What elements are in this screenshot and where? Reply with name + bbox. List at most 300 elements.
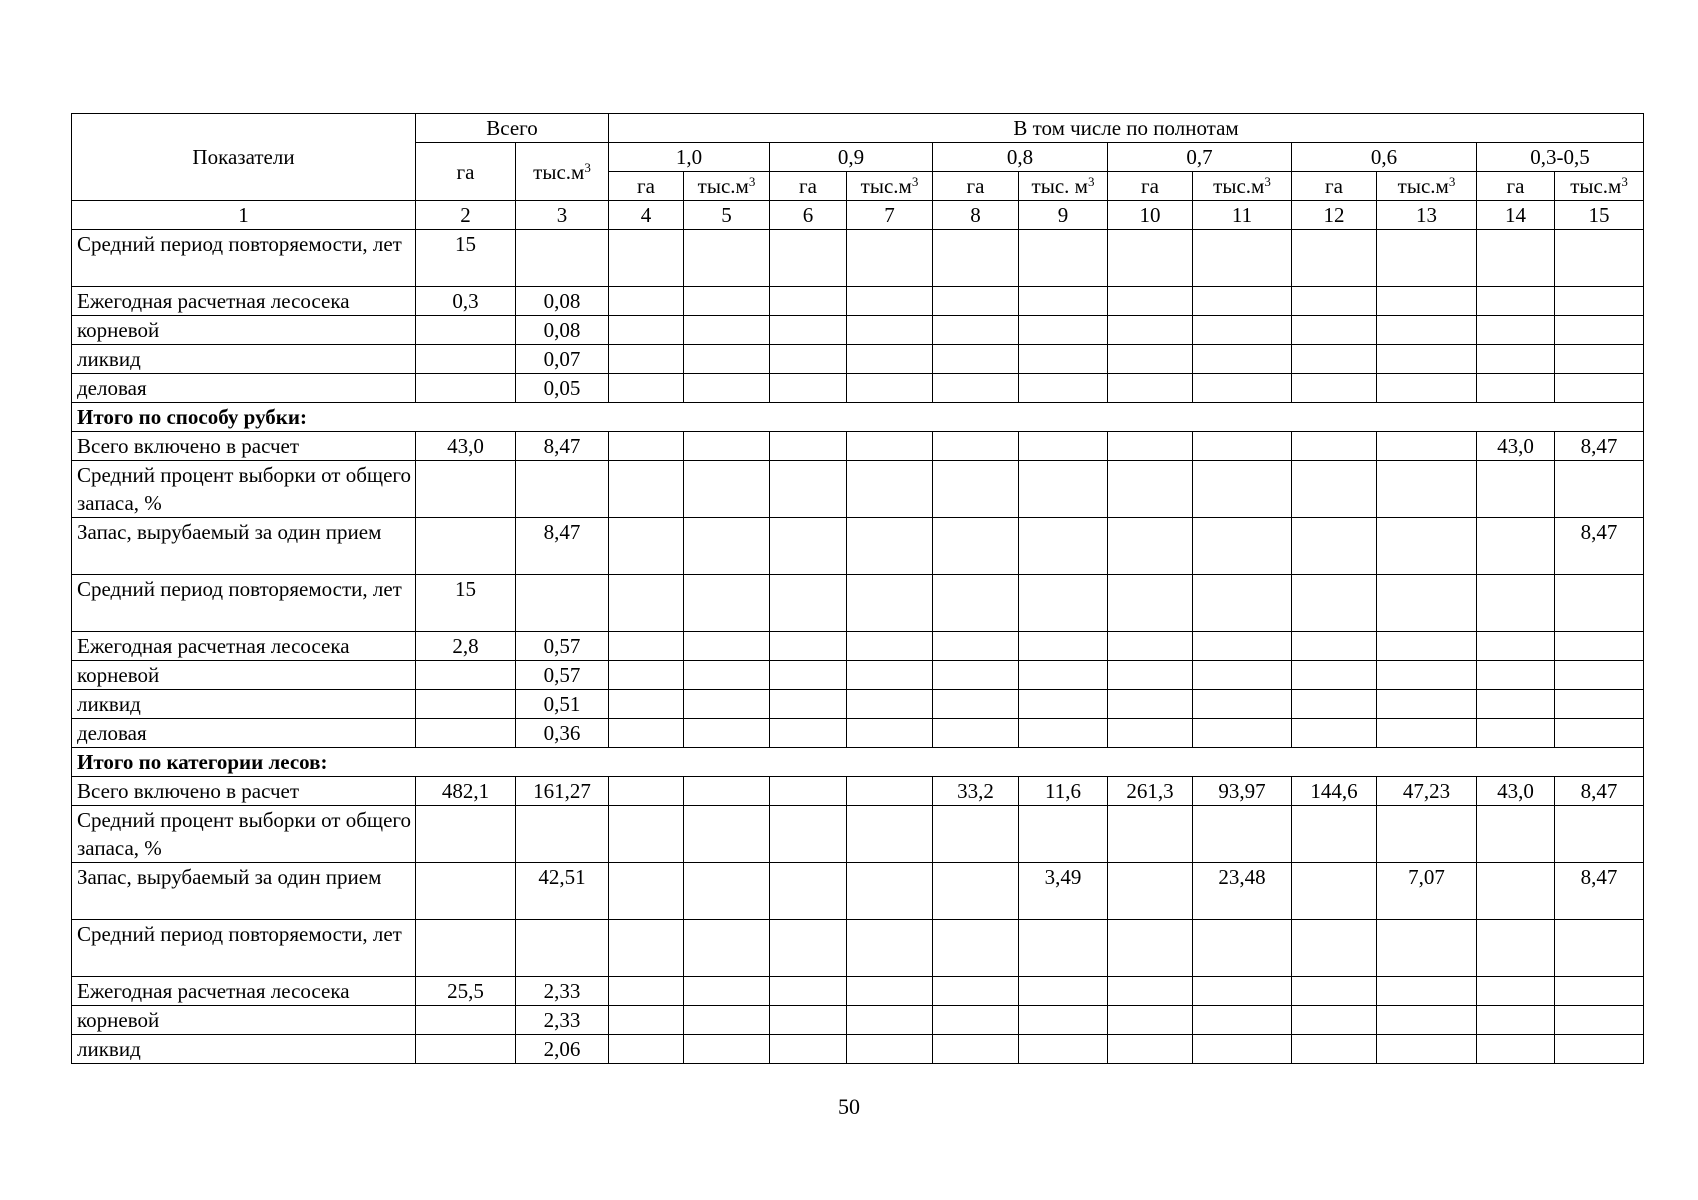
table-cell — [1477, 920, 1555, 977]
table-cell — [609, 863, 684, 920]
table-cell — [1292, 374, 1377, 403]
row-label: Средний период повторяемости, лет — [72, 575, 416, 632]
table-cell — [1377, 345, 1477, 374]
row-label: ликвид — [72, 1035, 416, 1064]
table-cell — [933, 690, 1019, 719]
table-cell — [847, 632, 933, 661]
row-label: Ежегодная расчетная лесосека — [72, 977, 416, 1006]
column-number: 10 — [1108, 201, 1193, 230]
table-cell: 2,8 — [416, 632, 516, 661]
table-cell — [1292, 432, 1377, 461]
table-cell — [1477, 230, 1555, 287]
table-row — [72, 719, 1644, 748]
header-unit-ha: га — [609, 172, 684, 201]
table-cell — [1193, 806, 1292, 863]
table-cell — [609, 316, 684, 345]
table-cell — [1292, 661, 1377, 690]
header-density-group: 0,7 — [1108, 143, 1292, 172]
table-cell — [609, 230, 684, 287]
table-cell — [1555, 661, 1644, 690]
table-cell — [933, 806, 1019, 863]
table-cell — [609, 1035, 684, 1064]
section-title: Итого по способу рубки: — [72, 403, 1644, 432]
table-cell — [1193, 374, 1292, 403]
table-cell — [609, 575, 684, 632]
table-cell — [1019, 518, 1108, 575]
table-cell — [1555, 575, 1644, 632]
table-cell: 0,05 — [516, 374, 609, 403]
table-cell: 7,07 — [1377, 863, 1477, 920]
table-cell — [416, 1035, 516, 1064]
column-number: 4 — [609, 201, 684, 230]
table-cell — [1193, 461, 1292, 518]
table-cell — [1477, 1006, 1555, 1035]
table-cell — [516, 806, 609, 863]
table-cell — [847, 374, 933, 403]
table-cell — [1019, 632, 1108, 661]
table-cell — [609, 719, 684, 748]
table-cell — [847, 690, 933, 719]
table-cell — [933, 287, 1019, 316]
table-cell — [1193, 518, 1292, 575]
table-row — [72, 977, 1644, 1006]
table-cell — [770, 432, 847, 461]
table-cell — [1555, 977, 1644, 1006]
table-cell — [847, 575, 933, 632]
table-cell — [1019, 977, 1108, 1006]
table-cell — [1477, 374, 1555, 403]
row-label: корневой — [72, 1006, 416, 1035]
table-cell — [1555, 1006, 1644, 1035]
header-unit-ha: га — [933, 172, 1019, 201]
column-number: 6 — [770, 201, 847, 230]
table-cell: 15 — [416, 575, 516, 632]
table-cell — [684, 863, 770, 920]
table-cell: 8,47 — [1555, 777, 1644, 806]
table-cell — [1193, 920, 1292, 977]
table-cell — [609, 518, 684, 575]
table-row — [72, 316, 1644, 345]
header-indicators: Показатели — [72, 114, 416, 201]
table-cell — [770, 632, 847, 661]
table-cell — [847, 719, 933, 748]
table-row — [72, 690, 1644, 719]
table-cell — [1193, 1035, 1292, 1064]
table-cell — [1377, 575, 1477, 632]
table-cell — [770, 230, 847, 287]
table-cell — [1193, 345, 1292, 374]
table-cell — [416, 461, 516, 518]
table-cell — [847, 345, 933, 374]
table-cell — [1108, 345, 1193, 374]
table-cell — [609, 661, 684, 690]
table-cell — [770, 977, 847, 1006]
table-cell — [847, 1006, 933, 1035]
row-label: ликвид — [72, 690, 416, 719]
table-row — [72, 432, 1644, 461]
table-cell — [1477, 518, 1555, 575]
table-cell — [609, 920, 684, 977]
table-row — [72, 863, 1644, 920]
table-cell — [609, 374, 684, 403]
table-cell — [1477, 661, 1555, 690]
table-cell — [847, 316, 933, 345]
table-cell — [416, 661, 516, 690]
table-cell — [1108, 461, 1193, 518]
table-cell — [1477, 690, 1555, 719]
header-total-kcm: $тыс.м^3$ — [516, 143, 609, 201]
table-cell — [1019, 575, 1108, 632]
column-number: 9 — [1019, 201, 1108, 230]
table-cell: 11,6 — [1019, 777, 1108, 806]
table-cell — [416, 690, 516, 719]
table-cell — [1292, 230, 1377, 287]
table-cell — [1555, 316, 1644, 345]
table-cell — [684, 230, 770, 287]
table-cell — [1555, 719, 1644, 748]
table-cell — [1377, 1035, 1477, 1064]
table-row — [72, 777, 1644, 806]
table-cell — [1292, 719, 1377, 748]
row-label: Всего включено в расчет — [72, 432, 416, 461]
table-cell — [516, 575, 609, 632]
table-cell — [1108, 863, 1193, 920]
table-cell — [1555, 345, 1644, 374]
table-cell — [416, 863, 516, 920]
table-cell — [684, 518, 770, 575]
table-cell — [1477, 345, 1555, 374]
header-unit-kcm: $тыс.м^3$ — [847, 172, 933, 201]
table-cell — [933, 230, 1019, 287]
header-density-group: 0,3-0,5 — [1477, 143, 1644, 172]
table-row — [72, 345, 1644, 374]
table-cell — [770, 374, 847, 403]
table-cell — [847, 863, 933, 920]
table-cell — [933, 518, 1019, 575]
column-number: 12 — [1292, 201, 1377, 230]
table-cell — [1477, 316, 1555, 345]
table-cell — [933, 920, 1019, 977]
table-cell — [1193, 287, 1292, 316]
table-cell — [1193, 316, 1292, 345]
column-number: 14 — [1477, 201, 1555, 230]
table-cell: 261,3 — [1108, 777, 1193, 806]
table-cell — [933, 661, 1019, 690]
table-cell: 0,07 — [516, 345, 609, 374]
table-cell — [770, 1035, 847, 1064]
table-cell — [933, 374, 1019, 403]
table-cell — [516, 461, 609, 518]
table-cell — [1292, 632, 1377, 661]
row-label: Средний период повторяемости, лет — [72, 230, 416, 287]
table-cell — [1108, 575, 1193, 632]
table-cell: 0,3 — [416, 287, 516, 316]
header-total: Всего — [416, 114, 609, 143]
table-cell — [684, 287, 770, 316]
table-cell — [847, 806, 933, 863]
table-cell: 0,51 — [516, 690, 609, 719]
header-density-group: 1,0 — [609, 143, 770, 172]
table-cell — [1019, 461, 1108, 518]
table-row — [72, 920, 1644, 977]
table-cell — [1108, 920, 1193, 977]
table-cell — [1377, 690, 1477, 719]
table-cell: 33,2 — [933, 777, 1019, 806]
row-label: Средний период повторяемости, лет — [72, 920, 416, 977]
row-label: Ежегодная расчетная лесосека — [72, 632, 416, 661]
table-cell — [684, 690, 770, 719]
table-cell — [1555, 374, 1644, 403]
table-row — [72, 374, 1644, 403]
table-cell — [416, 316, 516, 345]
table-cell — [847, 518, 933, 575]
table-cell — [770, 461, 847, 518]
page-number: 50 — [838, 1094, 860, 1119]
table-cell — [847, 432, 933, 461]
table-cell — [684, 345, 770, 374]
table-cell — [684, 1035, 770, 1064]
table-cell — [1108, 806, 1193, 863]
table-cell — [1108, 518, 1193, 575]
table-cell — [1555, 920, 1644, 977]
table-cell — [684, 977, 770, 1006]
table-cell — [933, 719, 1019, 748]
column-number: 13 — [1377, 201, 1477, 230]
table-cell — [684, 1006, 770, 1035]
table-cell — [516, 230, 609, 287]
table-cell — [1019, 690, 1108, 719]
column-number: 8 — [933, 201, 1019, 230]
table-cell — [770, 345, 847, 374]
table-cell — [933, 432, 1019, 461]
table-cell — [1555, 230, 1644, 287]
row-label: Запас, вырубаемый за один прием — [72, 518, 416, 575]
table-cell: 2,33 — [516, 1006, 609, 1035]
column-number: 3 — [516, 201, 609, 230]
table-cell — [684, 806, 770, 863]
table-cell: 8,47 — [1555, 518, 1644, 575]
table-cell — [1377, 432, 1477, 461]
table-cell: 0,57 — [516, 661, 609, 690]
table-cell — [1019, 345, 1108, 374]
table-cell — [684, 575, 770, 632]
table-cell — [1292, 287, 1377, 316]
table-cell — [933, 316, 1019, 345]
table-cell — [1019, 432, 1108, 461]
table-cell: 0,08 — [516, 316, 609, 345]
table-cell — [609, 690, 684, 719]
table-cell — [1108, 690, 1193, 719]
table-cell — [609, 806, 684, 863]
table-cell — [1555, 632, 1644, 661]
table-cell — [684, 920, 770, 977]
table-cell — [1377, 461, 1477, 518]
header-unit-ha: га — [1108, 172, 1193, 201]
table-cell: 43,0 — [1477, 777, 1555, 806]
table-cell — [1292, 316, 1377, 345]
row-label: деловая — [72, 374, 416, 403]
table-cell — [684, 374, 770, 403]
table-cell — [1477, 461, 1555, 518]
table-cell — [770, 287, 847, 316]
forest-cutting-table — [71, 113, 1644, 1064]
table-cell — [1108, 230, 1193, 287]
table-row — [72, 575, 1644, 632]
table-cell — [847, 977, 933, 1006]
table-cell — [770, 719, 847, 748]
table-cell: 3,49 — [1019, 863, 1108, 920]
table-cell — [1377, 1006, 1477, 1035]
table-cell: 8,47 — [516, 518, 609, 575]
table-cell — [1377, 230, 1477, 287]
table-cell: 2,06 — [516, 1035, 609, 1064]
row-label: корневой — [72, 661, 416, 690]
table-cell — [684, 719, 770, 748]
table-cell — [609, 632, 684, 661]
header-total-ha: га — [416, 143, 516, 201]
column-number: 5 — [684, 201, 770, 230]
table-cell — [770, 1006, 847, 1035]
table-cell — [1292, 1006, 1377, 1035]
table-cell: 42,51 — [516, 863, 609, 920]
table-cell — [933, 461, 1019, 518]
table-cell — [1555, 461, 1644, 518]
header-including: В том числе по полнотам — [609, 114, 1644, 143]
table-cell — [1377, 920, 1477, 977]
table-cell — [1555, 1035, 1644, 1064]
header-density-group: 0,6 — [1292, 143, 1477, 172]
table-cell — [609, 461, 684, 518]
table-cell — [1377, 806, 1477, 863]
table-cell — [1377, 518, 1477, 575]
table-cell — [1477, 287, 1555, 316]
table-cell — [1108, 316, 1193, 345]
table-cell — [684, 661, 770, 690]
table-cell — [1477, 632, 1555, 661]
table-cell — [1377, 632, 1477, 661]
table-cell — [1477, 575, 1555, 632]
table-cell — [1019, 920, 1108, 977]
table-cell — [847, 461, 933, 518]
table-cell — [933, 863, 1019, 920]
column-number: 2 — [416, 201, 516, 230]
table-cell — [770, 661, 847, 690]
table-cell — [770, 920, 847, 977]
row-label: деловая — [72, 719, 416, 748]
table-cell: 0,36 — [516, 719, 609, 748]
header-unit-kcm: $тыс.м^3$ — [1193, 172, 1292, 201]
table-cell — [1477, 977, 1555, 1006]
table-cell — [1193, 977, 1292, 1006]
table-cell — [1193, 661, 1292, 690]
table-cell — [1377, 374, 1477, 403]
table-cell — [1108, 287, 1193, 316]
table-cell: 8,47 — [1555, 432, 1644, 461]
row-label: Запас, вырубаемый за один прием — [72, 863, 416, 920]
table-cell: 43,0 — [416, 432, 516, 461]
table-cell — [609, 432, 684, 461]
table-cell — [1292, 461, 1377, 518]
table-cell — [1555, 806, 1644, 863]
row-label: Средний процент выборки от общего запаса, % — [72, 806, 416, 863]
table-cell — [1019, 230, 1108, 287]
table-cell: 25,5 — [416, 977, 516, 1006]
table-cell — [1292, 977, 1377, 1006]
table-cell — [1108, 661, 1193, 690]
table-cell — [416, 719, 516, 748]
table-cell: 8,47 — [1555, 863, 1644, 920]
table-cell — [1193, 632, 1292, 661]
table-cell — [1108, 1035, 1193, 1064]
table-cell: 47,23 — [1377, 777, 1477, 806]
table-cell — [1477, 806, 1555, 863]
header-unit-ha: га — [1477, 172, 1555, 201]
table-cell — [1193, 719, 1292, 748]
table-cell — [1377, 719, 1477, 748]
table-cell — [1292, 575, 1377, 632]
section-row — [72, 403, 1644, 432]
table-cell — [416, 1006, 516, 1035]
table-row — [72, 661, 1644, 690]
table-cell — [416, 920, 516, 977]
column-number: 1 — [72, 201, 416, 230]
table-cell — [609, 977, 684, 1006]
table-cell — [1292, 1035, 1377, 1064]
table-cell — [933, 632, 1019, 661]
section-row — [72, 748, 1644, 777]
table-cell — [609, 345, 684, 374]
row-label: Ежегодная расчетная лесосека — [72, 287, 416, 316]
column-number: 11 — [1193, 201, 1292, 230]
table-cell — [416, 374, 516, 403]
header-unit-kcm: $тыс.м^3$ — [684, 172, 770, 201]
table-cell — [770, 863, 847, 920]
table-cell — [1019, 1035, 1108, 1064]
row-label: ликвид — [72, 345, 416, 374]
table-cell — [933, 1035, 1019, 1064]
table-cell — [933, 575, 1019, 632]
table-cell — [770, 806, 847, 863]
row-label: корневой — [72, 316, 416, 345]
table-cell — [1019, 316, 1108, 345]
column-number: 15 — [1555, 201, 1644, 230]
table-cell — [1377, 977, 1477, 1006]
table-cell — [770, 575, 847, 632]
table-cell: 8,47 — [516, 432, 609, 461]
table-cell — [416, 345, 516, 374]
table-row — [72, 287, 1644, 316]
header-unit-ha: га — [1292, 172, 1377, 201]
table-cell — [933, 345, 1019, 374]
table-cell — [416, 518, 516, 575]
table-cell — [1108, 977, 1193, 1006]
column-number: 7 — [847, 201, 933, 230]
table-row — [72, 632, 1644, 661]
header-unit-kcm: $тыс.м^3$ — [1555, 172, 1644, 201]
table-cell — [770, 690, 847, 719]
table-cell — [1377, 287, 1477, 316]
table-cell — [684, 432, 770, 461]
table-row — [72, 230, 1644, 287]
table-row — [72, 1006, 1644, 1035]
table-cell — [684, 632, 770, 661]
table-cell: 93,97 — [1193, 777, 1292, 806]
table-cell — [1377, 316, 1477, 345]
table-cell: 2,33 — [516, 977, 609, 1006]
table-cell — [1292, 920, 1377, 977]
header-density-group: 0,8 — [933, 143, 1108, 172]
table-cell — [1019, 806, 1108, 863]
